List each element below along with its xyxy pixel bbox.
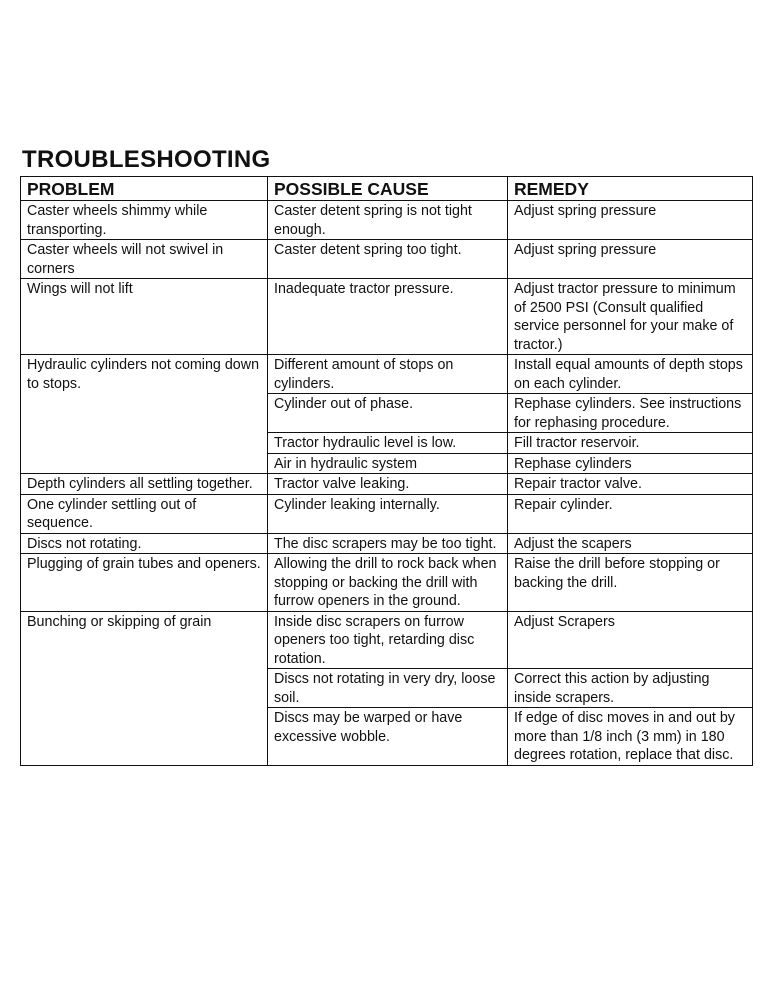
remedy-cell: If edge of disc moves in and out by more than 1/8 inch (3 mm) in 180 degrees rotation, replace that disc. [508,708,753,766]
cause-cell: Air in hydraulic system [268,453,508,474]
cause-cell: Cylinder leaking internally. [268,494,508,533]
problem-cell: One cylinder settling out of sequence. [21,494,268,533]
troubleshooting-table [20,176,753,766]
table-row [21,554,753,612]
cause-cell: Inside disc scrapers on furrow openers too tight, retarding disc rotation. [268,611,508,669]
remedy-cell: Correct this action by adjusting inside scrapers. [508,669,753,708]
table-row [21,279,753,355]
cause-cell: Caster detent spring is not tight enough. [268,201,508,240]
table-row [21,474,753,495]
remedy-cell: Rephase cylinders [508,453,753,474]
problem-cell: Caster wheels will not swivel in corners [21,240,268,279]
problem-cell: Caster wheels shimmy while transporting. [21,201,268,240]
table-row [21,533,753,554]
table-row [21,201,753,240]
table-row [21,611,753,669]
cause-cell: Discs may be warped or have excessive wobble. [268,708,508,766]
header-problem: PROBLEM [21,177,268,201]
remedy-cell: Adjust the scapers [508,533,753,554]
remedy-cell: Repair tractor valve. [508,474,753,495]
table-row [21,355,753,394]
cause-cell: Different amount of stops on cylinders. [268,355,508,394]
problem-cell: Plugging of grain tubes and openers. [21,554,268,612]
header-possible-cause: POSSIBLE CAUSE [268,177,508,201]
problem-cell: Hydraulic cylinders not coming down to stops. [21,355,268,474]
remedy-cell: Repair cylinder. [508,494,753,533]
table-row [21,240,753,279]
remedy-cell: Install equal amounts of depth stops on each cylinder. [508,355,753,394]
page-title: TROUBLESHOOTING [22,146,271,173]
remedy-cell: Rephase cylinders. See instructions for rephasing procedure. [508,394,753,433]
problem-cell: Bunching or skipping of grain [21,611,268,765]
table-row [21,494,753,533]
cause-cell: Tractor valve leaking. [268,474,508,495]
problem-cell: Discs not rotating. [21,533,268,554]
remedy-cell: Adjust spring pressure [508,201,753,240]
remedy-cell: Raise the drill before stopping or backing the drill. [508,554,753,612]
remedy-cell: Adjust tractor pressure to minimum of 2500 PSI (Consult qualified service personnel for your make of tractor.) [508,279,753,355]
cause-cell: The disc scrapers may be too tight. [268,533,508,554]
cause-cell: Cylinder out of phase. [268,394,508,433]
cause-cell: Tractor hydraulic level is low. [268,433,508,454]
problem-cell: Wings will not lift [21,279,268,355]
cause-cell: Caster detent spring too tight. [268,240,508,279]
remedy-cell: Adjust Scrapers [508,611,753,669]
cause-cell: Inadequate tractor pressure. [268,279,508,355]
cause-cell: Allowing the drill to rock back when stopping or backing the drill with furrow openers in the ground. [268,554,508,612]
problem-cell: Depth cylinders all settling together. [21,474,268,495]
cause-cell: Discs not rotating in very dry, loose soil. [268,669,508,708]
remedy-cell: Adjust spring pressure [508,240,753,279]
remedy-cell: Fill tractor reservoir. [508,433,753,454]
header-row [21,177,753,201]
header-remedy: REMEDY [508,177,753,201]
